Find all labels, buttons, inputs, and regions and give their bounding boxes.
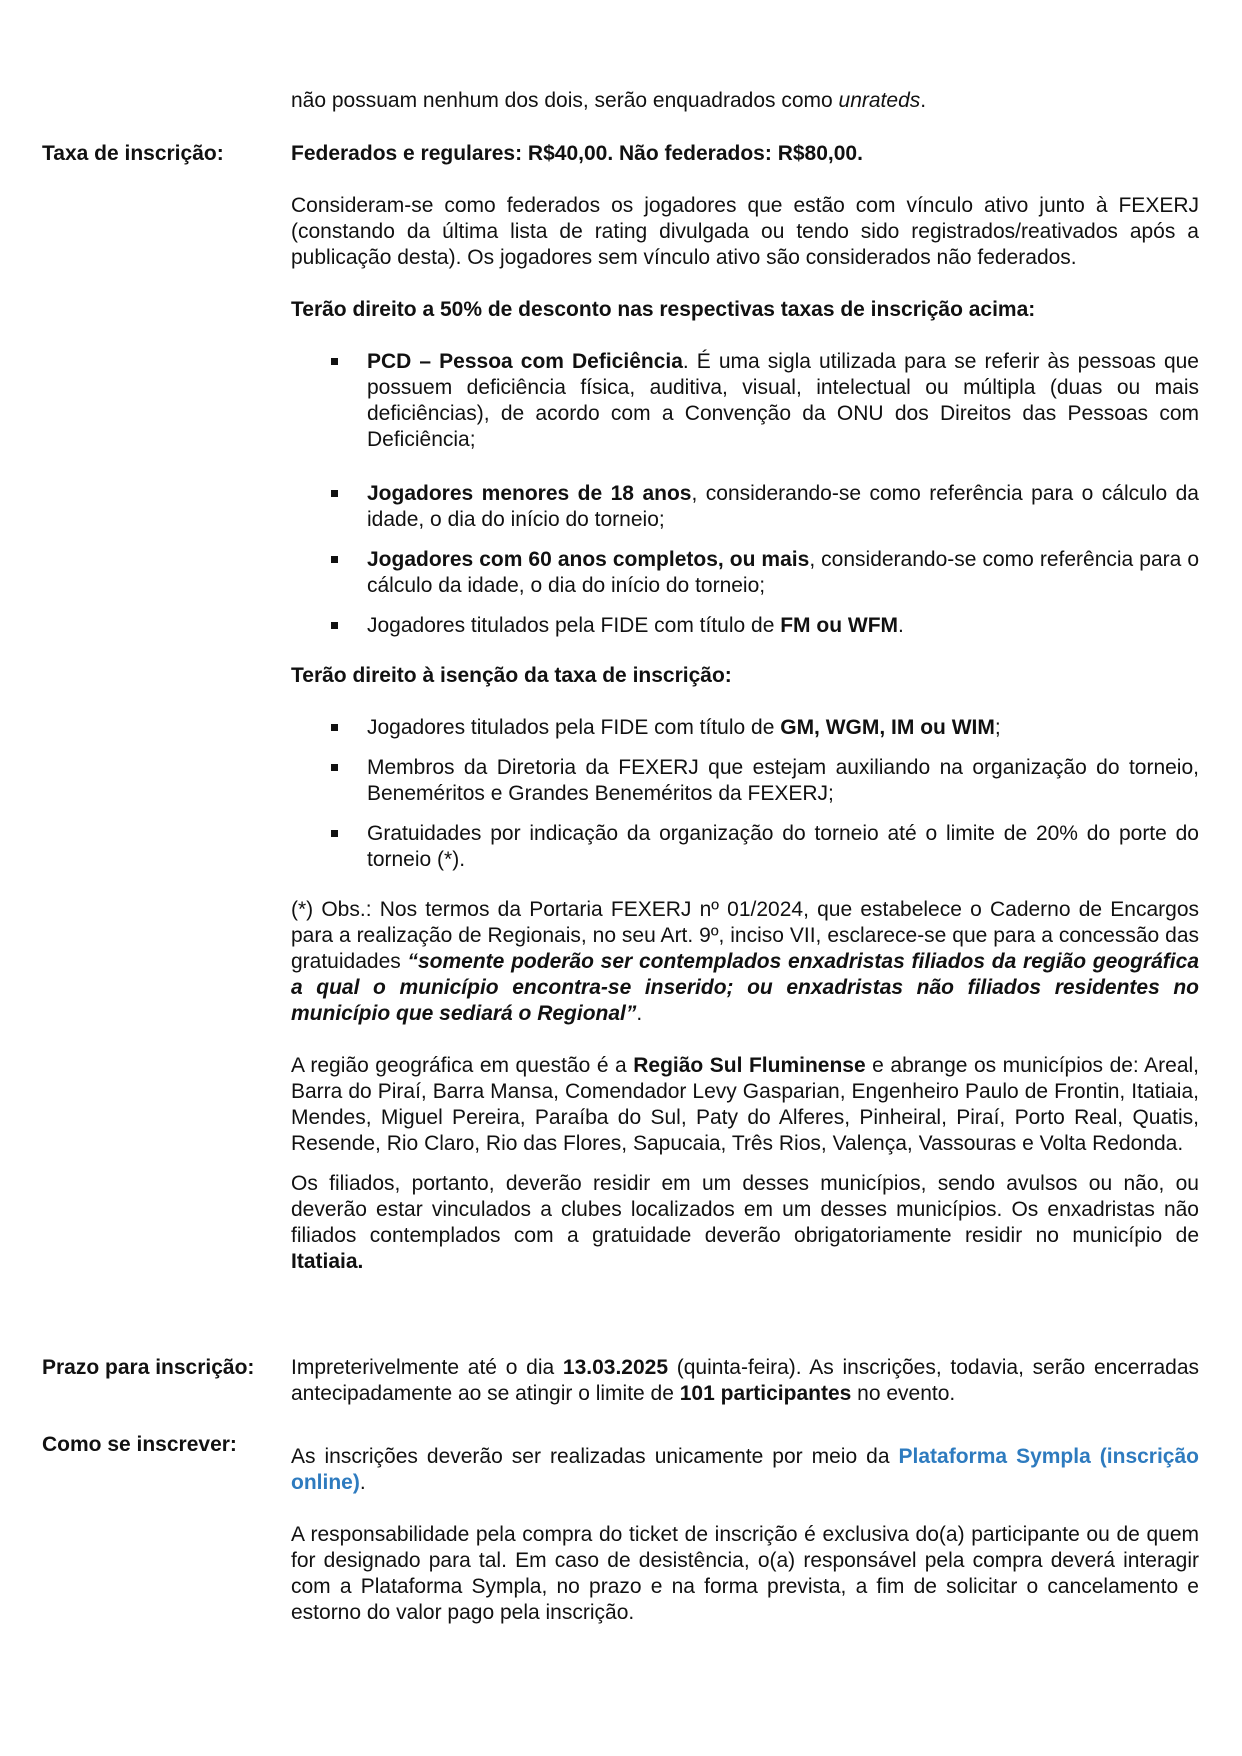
item-text: Gratuidades por indicação da organização do torneio até o limite de 20% do porte do torneio (*).	[367, 822, 1199, 871]
regiao-paragraph	[291, 1053, 1199, 1157]
obs-suffix: .	[636, 1002, 643, 1025]
isencao-list	[291, 715, 1199, 873]
filiados-paragraph	[291, 1171, 1199, 1275]
taxa-section	[291, 141, 1199, 1275]
filiados-text: Os filiados, portanto, deverão residir em um desses municípios, sendo avulsos ou não, ou deverão estar vinculados a clubes localizados em um desses municípios. Os enxadristas não filiados contemplados com a gratuidade deverão obrigatoriamente residir no município de	[291, 1172, 1199, 1247]
como-label: Como se inscrever:	[42, 1433, 237, 1456]
responsabilidade-paragraph: A responsabilidade pela compra do ticket de inscrição é exclusiva do(a) participante ou de quem for designado para tal. Em caso de desistência, o(a) responsável pela compra deverá interagir com a Plataforma Sympla, no prazo e na forma prevista, a fim de solicitar o cancelamento e estorno do valor pago pela inscrição.	[291, 1523, 1199, 1624]
item-bold: Jogadores com 60 anos completos, ou mais	[367, 548, 810, 571]
item-text: . É uma sigla utilizada para se referir às pessoas que possuem deficiência física, auditiva, visual, intelectual ou múltipla (duas ou mais deficiências), de acordo com a Convenção da ONU dos Direitos das Pessoas com Deficiência;	[367, 350, 1199, 451]
regiao-suffix: e abrange os municípios de: Areal, Barra do Piraí, Barra Mansa, Comendador Levy Gasparian, Engenheiro Paulo de Frontin, Itatiaia, Mendes, Miguel Pereira, Paraíba do Sul, Paty do Alferes, Pinheiral, Piraí, Porto Real, Quatis, Resende, Rio Claro, Rio das Flores, Sapucaia, Três Rios, Valença, Vassouras e Volta Redonda.	[291, 1054, 1199, 1155]
intro-suffix: .	[920, 89, 927, 112]
item-bold: PCD – Pessoa com Deficiência	[367, 350, 683, 373]
filiados-bold: Itatiaia.	[291, 1250, 364, 1273]
bullet-icon	[331, 490, 338, 497]
item-text: Membros da Diretoria da FEXERJ que estejam auxiliando na organização do torneio, Beneméritos e Grandes Beneméritos da FEXERJ;	[367, 756, 1199, 805]
desconto-heading: Terão direito a 50% de desconto nas respectivas taxas de inscrição acima:	[291, 298, 1036, 321]
obs-text: (*) Obs.: Nos termos da Portaria FEXERJ nº 01/2024, que estabelece o Caderno de Encargos para a realização de Regionais, no seu Art. 9º, inciso VII, esclarece-se que para a concessão das gratuidades	[291, 898, 1199, 973]
federados-paragraph: Consideram-se como federados os jogadores que estão com vínculo ativo junto à FEXERJ (constando da última lista de rating divulgada ou tendo sido registrados/reativados após a publicação desta). Os jogadores sem vínculo ativo são considerados não federados.	[291, 194, 1199, 269]
desconto-item-menores	[291, 481, 1199, 533]
prazo-text-3: no evento.	[851, 1382, 956, 1405]
item-bold: FM ou WFM	[780, 614, 899, 637]
prazo-section	[291, 1355, 1199, 1407]
obs-quote: “somente poderão ser contemplados enxadristas filiados da região geográfica a qual o município encontra-se inserido; ou enxadristas não filiados residentes no município que sediará o Regional”	[291, 950, 1199, 1025]
taxa-headline: Federados e regulares: R$40,00. Não federados: R$80,00.	[291, 142, 863, 165]
regiao-text: A região geográfica em questão é a	[291, 1054, 634, 1077]
prazo-limit: 101 participantes	[679, 1382, 852, 1405]
taxa-label: Taxa de inscrição:	[42, 142, 224, 165]
desconto-item-fm	[291, 613, 1199, 639]
desconto-item-60-anos	[291, 547, 1199, 599]
bullet-icon	[331, 358, 338, 365]
item-text: Jogadores titulados pela FIDE com título de	[367, 614, 781, 637]
prazo-text: Impreterivelmente até o dia	[291, 1356, 563, 1379]
obs-paragraph	[291, 897, 1199, 1027]
bullet-icon	[331, 556, 338, 563]
intro-paragraph	[291, 88, 1199, 114]
item-bold: Jogadores menores de 18 anos	[367, 482, 692, 505]
intro-line	[291, 88, 1199, 114]
como-text: As inscrições deverão ser realizadas unicamente por meio da	[291, 1445, 899, 1468]
item-text: Jogadores titulados pela FIDE com título de	[367, 716, 781, 739]
prazo-date: 13.03.2025	[562, 1356, 669, 1379]
regiao-bold: Região Sul Fluminense	[633, 1054, 866, 1077]
como-section	[291, 1444, 1199, 1626]
isencao-item-diretoria	[291, 755, 1199, 807]
isencao-item-gratuidades	[291, 821, 1199, 873]
desconto-list	[291, 349, 1199, 639]
bullet-icon	[331, 724, 338, 731]
sympla-link[interactable]: Plataforma Sympla (inscrição online)	[291, 1445, 1199, 1494]
bullet-icon	[331, 830, 338, 837]
item-text: , considerando-se como referência para o cálculo da idade, o dia do início do torneio;	[367, 482, 1199, 531]
intro-text: não possuam nenhum dos dois, serão enquadrados como	[291, 89, 839, 112]
intro-italic: unrateds	[838, 89, 921, 112]
desconto-item-pcd	[291, 349, 1199, 453]
como-paragraph	[291, 1444, 1199, 1496]
item-suffix: ;	[994, 716, 1001, 739]
item-text: , considerando-se como referência para o cálculo da idade, o dia do início do torneio;	[367, 548, 1200, 597]
como-suffix: .	[359, 1471, 366, 1494]
item-bold: GM, WGM, IM ou WIM	[780, 716, 995, 739]
item-suffix: .	[898, 614, 904, 637]
isencao-item-titulados	[291, 715, 1199, 741]
prazo-paragraph	[291, 1355, 1199, 1407]
isencao-heading: Terão direito à isenção da taxa de inscrição:	[291, 664, 732, 687]
bullet-icon	[331, 764, 338, 771]
bullet-icon	[331, 622, 338, 629]
prazo-label: Prazo para inscrição:	[42, 1356, 255, 1379]
prazo-text-2: (quinta-feira). As inscrições, todavia, serão encerradas antecipadamente ao se atingir o limite de	[291, 1356, 1200, 1405]
